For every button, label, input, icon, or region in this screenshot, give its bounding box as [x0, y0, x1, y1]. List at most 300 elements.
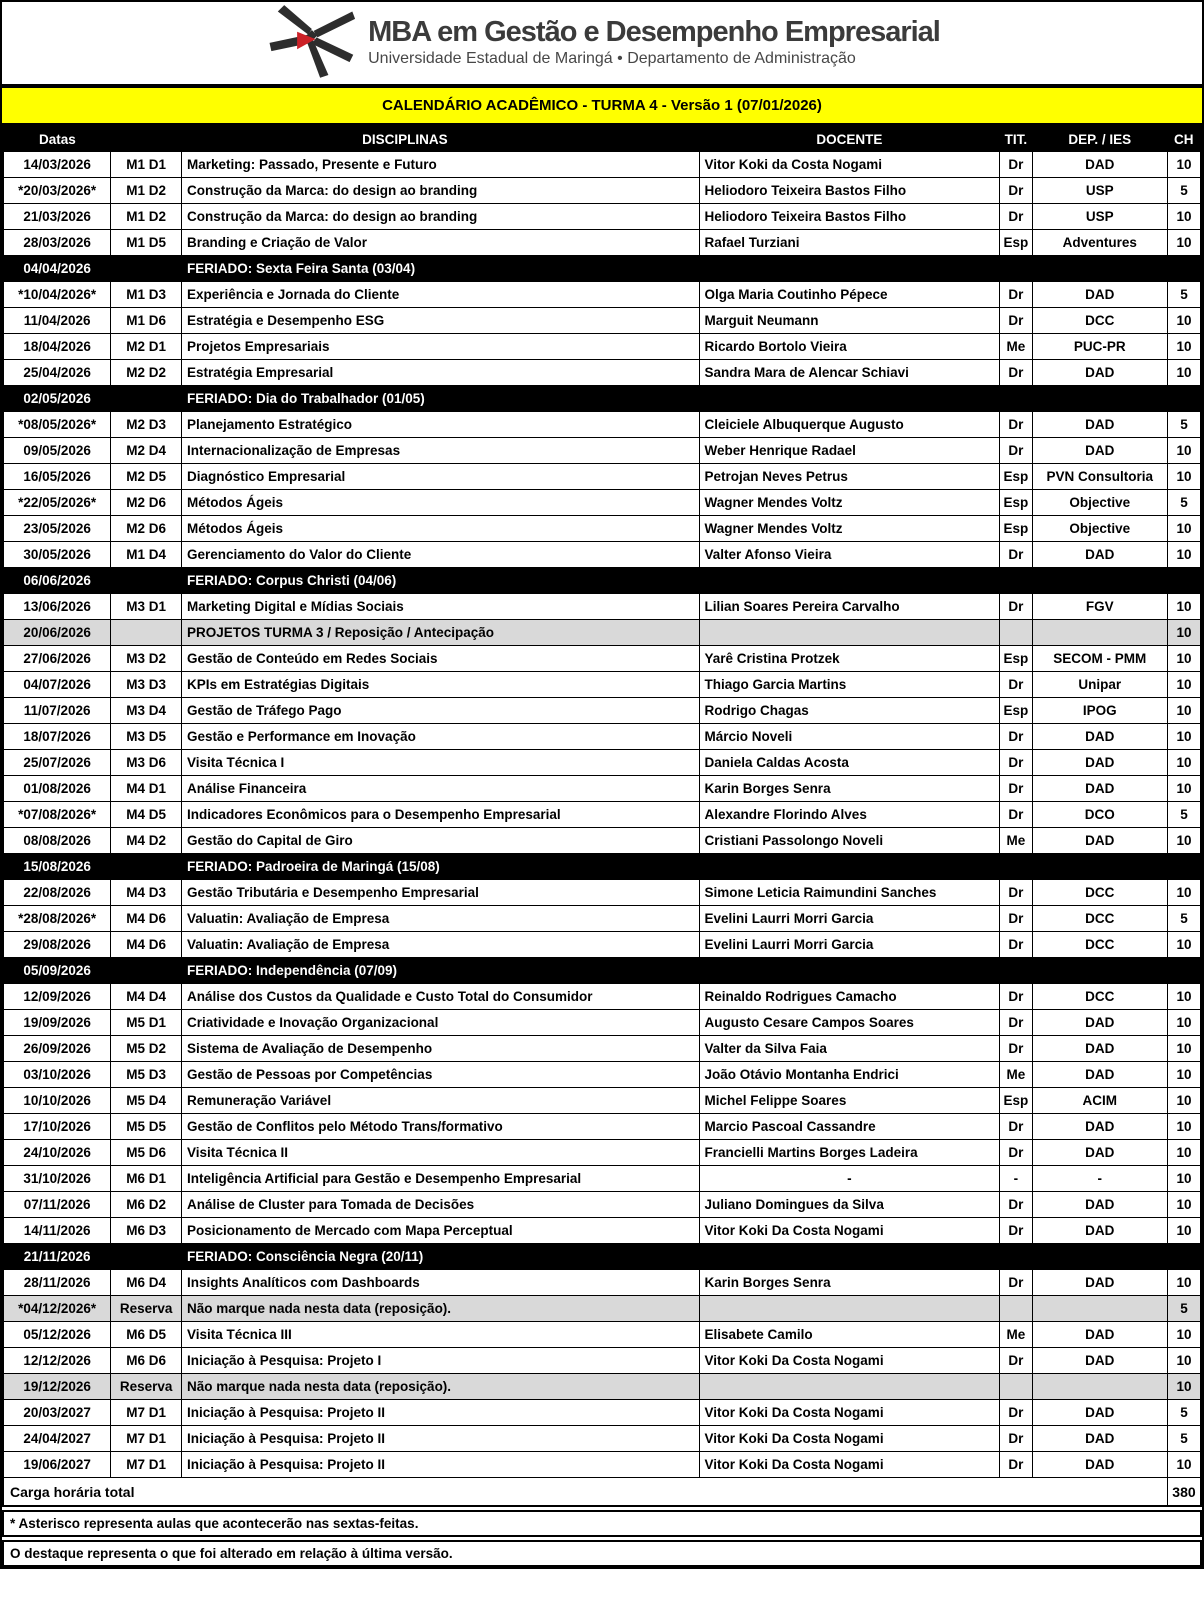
- cell-ch: 10: [1167, 1036, 1201, 1062]
- cell-discipline: Estratégia e Desempenho ESG: [181, 308, 699, 334]
- cell-date: 24/04/2027: [3, 1426, 111, 1452]
- cell-docente: Augusto Cesare Campos Soares: [699, 1010, 1000, 1036]
- cell-titulation: Dr: [1000, 1400, 1032, 1426]
- cell-dep-ies: DAD: [1032, 776, 1167, 802]
- cell-module: M5 D6: [111, 1140, 182, 1166]
- cell-date: 29/08/2026: [3, 932, 111, 958]
- cell-module: M2 D6: [111, 516, 182, 542]
- cell-docente: [699, 1374, 1000, 1400]
- cell-titulation: Dr: [1000, 178, 1032, 204]
- cell-date: 18/07/2026: [3, 724, 111, 750]
- cell-ch: 10: [1167, 1218, 1201, 1244]
- table-row: [3, 776, 1201, 802]
- cell-titulation: Esp: [1000, 516, 1032, 542]
- cell-date: 19/12/2026: [3, 1374, 111, 1400]
- cell-titulation: Esp: [1000, 230, 1032, 256]
- table-row: [3, 958, 1201, 984]
- cell-titulation: Dr: [1000, 802, 1032, 828]
- cell-docente: Lilian Soares Pereira Carvalho: [699, 594, 1000, 620]
- cell-date: 02/05/2026: [3, 386, 111, 412]
- cell-docente: Thiago Garcia Martins: [699, 672, 1000, 698]
- cell-ch: 10: [1167, 984, 1201, 1010]
- cell-ch: 10: [1167, 1010, 1201, 1036]
- cell-module: M4 D6: [111, 906, 182, 932]
- cell-docente: Rafael Turziani: [699, 230, 1000, 256]
- cell-module: M6 D2: [111, 1192, 182, 1218]
- cell-docente: Evelini Laurri Morri Garcia: [699, 906, 1000, 932]
- cell-module: M7 D1: [111, 1452, 182, 1478]
- table-row: [3, 438, 1201, 464]
- cell-titulation: Dr: [1000, 1114, 1032, 1140]
- cell-titulation: Dr: [1000, 152, 1032, 178]
- cell-date: 30/05/2026: [3, 542, 111, 568]
- cell-date: 31/10/2026: [3, 1166, 111, 1192]
- cell-titulation: Me: [1000, 828, 1032, 854]
- cell-date: 28/03/2026: [3, 230, 111, 256]
- table-row: [3, 256, 1201, 282]
- cell-date: 12/09/2026: [3, 984, 111, 1010]
- cell-ch: 10: [1167, 932, 1201, 958]
- cell-discipline: Criatividade e Inovação Organizacional: [181, 1010, 699, 1036]
- cell-docente: Vitor Koki Da Costa Nogami: [699, 1452, 1000, 1478]
- cell-module: M4 D6: [111, 932, 182, 958]
- cell-dep-ies: Unipar: [1032, 672, 1167, 698]
- cell-ch: 10: [1167, 542, 1201, 568]
- cell-docente: Weber Henrique Radael: [699, 438, 1000, 464]
- cell-date: 15/08/2026: [3, 854, 111, 880]
- cell-titulation: Dr: [1000, 1218, 1032, 1244]
- column-header-ch: CH: [1167, 127, 1201, 152]
- cell-discipline: Iniciação à Pesquisa: Projeto II: [181, 1426, 699, 1452]
- cell-titulation: -: [1000, 1166, 1032, 1192]
- cell-dep-ies: -: [1032, 1166, 1167, 1192]
- cell-ch: 10: [1167, 1452, 1201, 1478]
- cell-dep-ies: FGV: [1032, 594, 1167, 620]
- cell-date: 13/06/2026: [3, 594, 111, 620]
- cell-module: [111, 620, 182, 646]
- table-row: [3, 724, 1201, 750]
- table-row: [3, 802, 1201, 828]
- cell-module: M4 D1: [111, 776, 182, 802]
- table-row: [3, 1296, 1201, 1322]
- table-row: [3, 1244, 1201, 1270]
- cell-discipline: Gestão e Performance em Inovação: [181, 724, 699, 750]
- cell-titulation: Me: [1000, 1062, 1032, 1088]
- cell-titulation: [1000, 620, 1032, 646]
- cell-discipline: Valuatin: Avaliação de Empresa: [181, 932, 699, 958]
- cell-docente: Heliodoro Teixeira Bastos Filho: [699, 204, 1000, 230]
- cell-discipline: Inteligência Artificial para Gestão e Desempenho Empresarial: [181, 1166, 699, 1192]
- cell-docente: [699, 1296, 1000, 1322]
- cell-date: 27/06/2026: [3, 646, 111, 672]
- cell-ch: 10: [1167, 438, 1201, 464]
- cell-module: M6 D5: [111, 1322, 182, 1348]
- table-row: [3, 1270, 1201, 1296]
- column-header-dep-ies: DEP. / IES: [1032, 127, 1167, 152]
- cell-dep-ies: DCC: [1032, 984, 1167, 1010]
- program-title: MBA em Gestão e Desempenho Empresarial: [368, 16, 940, 49]
- cell-module: Reserva: [111, 1374, 182, 1400]
- table-row: [3, 516, 1201, 542]
- cell-date: *04/12/2026*: [3, 1296, 111, 1322]
- cell-date: 10/10/2026: [3, 1088, 111, 1114]
- cell-titulation: Esp: [1000, 646, 1032, 672]
- cell-date: 09/05/2026: [3, 438, 111, 464]
- cell-discipline: Experiência e Jornada do Cliente: [181, 282, 699, 308]
- cell-docente: Vitor Koki Da Costa Nogami: [699, 1348, 1000, 1374]
- cell-date: 14/11/2026: [3, 1218, 111, 1244]
- cell-ch: 5: [1167, 412, 1201, 438]
- cell-docente: Marcio Pascoal Cassandre: [699, 1114, 1000, 1140]
- cell-ch: 10: [1167, 724, 1201, 750]
- table-row: [3, 1062, 1201, 1088]
- cell-module: [111, 854, 182, 880]
- cell-dep-ies: PVN Consultoria: [1032, 464, 1167, 490]
- cell-dep-ies: USP: [1032, 204, 1167, 230]
- table-row: [3, 1088, 1201, 1114]
- cell-discipline: Projetos Empresariais: [181, 334, 699, 360]
- table-row: [3, 1192, 1201, 1218]
- cell-docente: Vitor Koki da Costa Nogami: [699, 152, 1000, 178]
- cell-discipline: Não marque nada nesta data (reposição).: [181, 1374, 699, 1400]
- cell-dep-ies: DAD: [1032, 750, 1167, 776]
- cell-discipline: Sistema de Avaliação de Desempenho: [181, 1036, 699, 1062]
- cell-titulation: Dr: [1000, 1270, 1032, 1296]
- cell-ch: 10: [1167, 1374, 1201, 1400]
- cell-date: 04/07/2026: [3, 672, 111, 698]
- cell-discipline: Gestão de Conteúdo em Redes Sociais: [181, 646, 699, 672]
- calendar-table: [2, 126, 1202, 1507]
- cell-date: 26/09/2026: [3, 1036, 111, 1062]
- cell-dep-ies: DAD: [1032, 1400, 1167, 1426]
- table-row: [3, 854, 1201, 880]
- table-row: [3, 204, 1201, 230]
- table-row: [3, 880, 1201, 906]
- cell-date: 21/03/2026: [3, 204, 111, 230]
- cell-dep-ies: [1032, 620, 1167, 646]
- cell-ch: 10: [1167, 1114, 1201, 1140]
- cell-date: 05/09/2026: [3, 958, 111, 984]
- cell-module: M1 D1: [111, 152, 182, 178]
- cell-ch: 5: [1167, 906, 1201, 932]
- cell-ch: 10: [1167, 646, 1201, 672]
- holiday-label: FERIADO: Sexta Feira Santa (03/04): [181, 256, 1201, 282]
- cell-date: 25/04/2026: [3, 360, 111, 386]
- cell-docente: Daniela Caldas Acosta: [699, 750, 1000, 776]
- table-row: [3, 412, 1201, 438]
- table-row: [3, 828, 1201, 854]
- cell-discipline: Visita Técnica II: [181, 1140, 699, 1166]
- cell-date: *10/04/2026*: [3, 282, 111, 308]
- cell-date: 05/12/2026: [3, 1322, 111, 1348]
- table-row: [3, 1140, 1201, 1166]
- cell-date: 18/04/2026: [3, 334, 111, 360]
- cell-ch: 5: [1167, 1426, 1201, 1452]
- cell-discipline: Análise de Cluster para Tomada de Decisões: [181, 1192, 699, 1218]
- cell-dep-ies: DAD: [1032, 828, 1167, 854]
- cell-module: Reserva: [111, 1296, 182, 1322]
- cell-titulation: Dr: [1000, 880, 1032, 906]
- cell-discipline: Construção da Marca: do design ao branding: [181, 178, 699, 204]
- cell-ch: 10: [1167, 1348, 1201, 1374]
- column-header-docente: DOCENTE: [699, 127, 1000, 152]
- cell-titulation: Esp: [1000, 1088, 1032, 1114]
- cell-date: 06/06/2026: [3, 568, 111, 594]
- cell-titulation: Dr: [1000, 724, 1032, 750]
- cell-dep-ies: DAD: [1032, 1348, 1167, 1374]
- cell-docente: Valter da Silva Faia: [699, 1036, 1000, 1062]
- cell-titulation: Dr: [1000, 594, 1032, 620]
- cell-module: M1 D2: [111, 178, 182, 204]
- cell-ch: 10: [1167, 776, 1201, 802]
- cell-docente: Rodrigo Chagas: [699, 698, 1000, 724]
- cell-titulation: Esp: [1000, 464, 1032, 490]
- cell-discipline: Marketing Digital e Mídias Sociais: [181, 594, 699, 620]
- cell-module: M6 D4: [111, 1270, 182, 1296]
- cell-titulation: Dr: [1000, 984, 1032, 1010]
- cell-module: M5 D1: [111, 1010, 182, 1036]
- cell-module: [111, 568, 182, 594]
- table-row: [3, 360, 1201, 386]
- cell-ch: 10: [1167, 516, 1201, 542]
- cell-date: 20/03/2027: [3, 1400, 111, 1426]
- cell-ch: 10: [1167, 1062, 1201, 1088]
- cell-date: 04/04/2026: [3, 256, 111, 282]
- cell-discipline: Valuatin: Avaliação de Empresa: [181, 906, 699, 932]
- holiday-label: FERIADO: Dia do Trabalhador (01/05): [181, 386, 1201, 412]
- cell-titulation: Dr: [1000, 776, 1032, 802]
- cell-titulation: Me: [1000, 1322, 1032, 1348]
- document-header: [2, 2, 1202, 84]
- cell-module: [111, 386, 182, 412]
- cell-docente: Yarê Cristina Protzek: [699, 646, 1000, 672]
- cell-module: M1 D2: [111, 204, 182, 230]
- holiday-label: FERIADO: Independência (07/09): [181, 958, 1201, 984]
- cell-date: *20/03/2026*: [3, 178, 111, 204]
- cell-date: 01/08/2026: [3, 776, 111, 802]
- cell-docente: Elisabete Camilo: [699, 1322, 1000, 1348]
- table-row: [3, 1348, 1201, 1374]
- cell-titulation: Dr: [1000, 1036, 1032, 1062]
- cell-ch: 10: [1167, 750, 1201, 776]
- holiday-label: FERIADO: Padroeira de Maringá (15/08): [181, 854, 1201, 880]
- cell-docente: Sandra Mara de Alencar Schiavi: [699, 360, 1000, 386]
- cell-date: 11/07/2026: [3, 698, 111, 724]
- cell-ch: 10: [1167, 1140, 1201, 1166]
- cell-ch: 5: [1167, 282, 1201, 308]
- cell-titulation: [1000, 1296, 1032, 1322]
- table-row: [3, 646, 1201, 672]
- table-row: [3, 334, 1201, 360]
- cell-module: [111, 256, 182, 282]
- cell-dep-ies: DCC: [1032, 906, 1167, 932]
- cell-discipline: Gestão de Pessoas por Competências: [181, 1062, 699, 1088]
- cell-titulation: Dr: [1000, 282, 1032, 308]
- cell-module: M7 D1: [111, 1400, 182, 1426]
- cell-titulation: Dr: [1000, 438, 1032, 464]
- cell-dep-ies: DAD: [1032, 1140, 1167, 1166]
- cell-ch: 10: [1167, 464, 1201, 490]
- cell-docente: Karin Borges Senra: [699, 1270, 1000, 1296]
- cell-ch: 5: [1167, 802, 1201, 828]
- cell-date: 19/09/2026: [3, 1010, 111, 1036]
- cell-docente: Karin Borges Senra: [699, 776, 1000, 802]
- cell-discipline: Branding e Criação de Valor: [181, 230, 699, 256]
- cell-discipline: Internacionalização de Empresas: [181, 438, 699, 464]
- cell-date: 12/12/2026: [3, 1348, 111, 1374]
- table-row: [3, 1218, 1201, 1244]
- cell-module: M3 D3: [111, 672, 182, 698]
- cell-ch: 10: [1167, 334, 1201, 360]
- cell-titulation: [1000, 1374, 1032, 1400]
- cell-module: M4 D5: [111, 802, 182, 828]
- holiday-label: FERIADO: Corpus Christi (04/06): [181, 568, 1201, 594]
- total-value: 380: [1167, 1478, 1201, 1507]
- uem-logo-icon: [264, 4, 356, 83]
- table-row: [3, 750, 1201, 776]
- cell-date: *22/05/2026*: [3, 490, 111, 516]
- table-row: [3, 308, 1201, 334]
- cell-discipline: Estratégia Empresarial: [181, 360, 699, 386]
- table-row: [3, 1400, 1201, 1426]
- cell-docente: Evelini Laurri Morri Garcia: [699, 932, 1000, 958]
- cell-titulation: Dr: [1000, 1140, 1032, 1166]
- cell-date: *28/08/2026*: [3, 906, 111, 932]
- table-row: [3, 282, 1201, 308]
- cell-module: M5 D3: [111, 1062, 182, 1088]
- cell-module: M3 D5: [111, 724, 182, 750]
- cell-module: M3 D2: [111, 646, 182, 672]
- cell-discipline: Gestão do Capital de Giro: [181, 828, 699, 854]
- table-row: [3, 1452, 1201, 1478]
- cell-discipline: Visita Técnica III: [181, 1322, 699, 1348]
- cell-module: M4 D3: [111, 880, 182, 906]
- table-row: [3, 1426, 1201, 1452]
- table-row: [3, 1036, 1201, 1062]
- table-row: [3, 984, 1201, 1010]
- cell-dep-ies: [1032, 1374, 1167, 1400]
- cell-titulation: Dr: [1000, 1192, 1032, 1218]
- cell-titulation: Me: [1000, 334, 1032, 360]
- cell-discipline: Análise dos Custos da Qualidade e Custo Total do Consumidor: [181, 984, 699, 1010]
- cell-dep-ies: DCC: [1032, 308, 1167, 334]
- cell-module: M4 D2: [111, 828, 182, 854]
- cell-dep-ies: DAD: [1032, 1322, 1167, 1348]
- cell-ch: 10: [1167, 1270, 1201, 1296]
- cell-date: 20/06/2026: [3, 620, 111, 646]
- cell-module: M7 D1: [111, 1426, 182, 1452]
- cell-titulation: Esp: [1000, 490, 1032, 516]
- cell-module: M5 D4: [111, 1088, 182, 1114]
- cell-date: *08/05/2026*: [3, 412, 111, 438]
- cell-module: M3 D1: [111, 594, 182, 620]
- cell-dep-ies: PUC-PR: [1032, 334, 1167, 360]
- cell-dep-ies: DAD: [1032, 152, 1167, 178]
- table-header-row: [3, 127, 1201, 152]
- cell-date: 25/07/2026: [3, 750, 111, 776]
- cell-ch: 10: [1167, 230, 1201, 256]
- cell-docente: Cleiciele Albuquerque Augusto: [699, 412, 1000, 438]
- cell-dep-ies: DAD: [1032, 1270, 1167, 1296]
- table-row: [3, 386, 1201, 412]
- cell-titulation: Dr: [1000, 750, 1032, 776]
- cell-dep-ies: Objective: [1032, 490, 1167, 516]
- cell-discipline: Métodos Ágeis: [181, 490, 699, 516]
- cell-dep-ies: DAD: [1032, 438, 1167, 464]
- cell-discipline: Gestão de Tráfego Pago: [181, 698, 699, 724]
- cell-docente: Petrojan Neves Petrus: [699, 464, 1000, 490]
- cell-ch: 10: [1167, 1088, 1201, 1114]
- cell-titulation: Dr: [1000, 360, 1032, 386]
- cell-dep-ies: DAD: [1032, 1218, 1167, 1244]
- table-row: [3, 1374, 1201, 1400]
- cell-titulation: Esp: [1000, 698, 1032, 724]
- cell-docente: Juliano Domingues da Silva: [699, 1192, 1000, 1218]
- cell-discipline: Gerenciamento do Valor do Cliente: [181, 542, 699, 568]
- cell-dep-ies: DAD: [1032, 1036, 1167, 1062]
- cell-docente: Márcio Noveli: [699, 724, 1000, 750]
- cell-docente: João Otávio Montanha Endrici: [699, 1062, 1000, 1088]
- cell-titulation: Dr: [1000, 1452, 1032, 1478]
- cell-docente: Cristiani Passolongo Noveli: [699, 828, 1000, 854]
- cell-discipline: Iniciação à Pesquisa: Projeto II: [181, 1400, 699, 1426]
- cell-module: M3 D4: [111, 698, 182, 724]
- cell-discipline: Iniciação à Pesquisa: Projeto II: [181, 1452, 699, 1478]
- column-header-tit: TIT.: [1000, 127, 1032, 152]
- cell-module: M4 D4: [111, 984, 182, 1010]
- table-row: [3, 906, 1201, 932]
- cell-dep-ies: DAD: [1032, 1192, 1167, 1218]
- note-highlight: O destaque representa o que foi alterado em relação à última versão.: [2, 1540, 1202, 1567]
- cell-date: 24/10/2026: [3, 1140, 111, 1166]
- cell-titulation: Dr: [1000, 542, 1032, 568]
- cell-discipline: Remuneração Variável: [181, 1088, 699, 1114]
- cell-discipline: Não marque nada nesta data (reposição).: [181, 1296, 699, 1322]
- total-row: [3, 1478, 1201, 1507]
- cell-ch: 10: [1167, 308, 1201, 334]
- cell-ch: 10: [1167, 672, 1201, 698]
- table-row: [3, 568, 1201, 594]
- cell-discipline: Posicionamento de Mercado com Mapa Perceptual: [181, 1218, 699, 1244]
- cell-discipline: Marketing: Passado, Presente e Futuro: [181, 152, 699, 178]
- table-row: [3, 698, 1201, 724]
- cell-titulation: Dr: [1000, 204, 1032, 230]
- cell-ch: 5: [1167, 1296, 1201, 1322]
- cell-titulation: Dr: [1000, 1426, 1032, 1452]
- cell-module: M5 D5: [111, 1114, 182, 1140]
- table-row: [3, 542, 1201, 568]
- cell-discipline: Construção da Marca: do design ao branding: [181, 204, 699, 230]
- cell-ch: 10: [1167, 204, 1201, 230]
- cell-date: 14/03/2026: [3, 152, 111, 178]
- cell-ch: 10: [1167, 594, 1201, 620]
- cell-date: 19/06/2027: [3, 1452, 111, 1478]
- cell-discipline: Iniciação à Pesquisa: Projeto I: [181, 1348, 699, 1374]
- cell-dep-ies: SECOM - PMM: [1032, 646, 1167, 672]
- cell-dep-ies: ACIM: [1032, 1088, 1167, 1114]
- cell-discipline: Gestão Tributária e Desempenho Empresarial: [181, 880, 699, 906]
- cell-date: 22/08/2026: [3, 880, 111, 906]
- cell-date: 23/05/2026: [3, 516, 111, 542]
- table-row: [3, 1166, 1201, 1192]
- cell-docente: Vitor Koki Da Costa Nogami: [699, 1218, 1000, 1244]
- cell-docente: Olga Maria Coutinho Pépece: [699, 282, 1000, 308]
- cell-ch: 10: [1167, 1166, 1201, 1192]
- cell-dep-ies: Adventures: [1032, 230, 1167, 256]
- cell-dep-ies: USP: [1032, 178, 1167, 204]
- table-row: [3, 620, 1201, 646]
- cell-dep-ies: DAD: [1032, 542, 1167, 568]
